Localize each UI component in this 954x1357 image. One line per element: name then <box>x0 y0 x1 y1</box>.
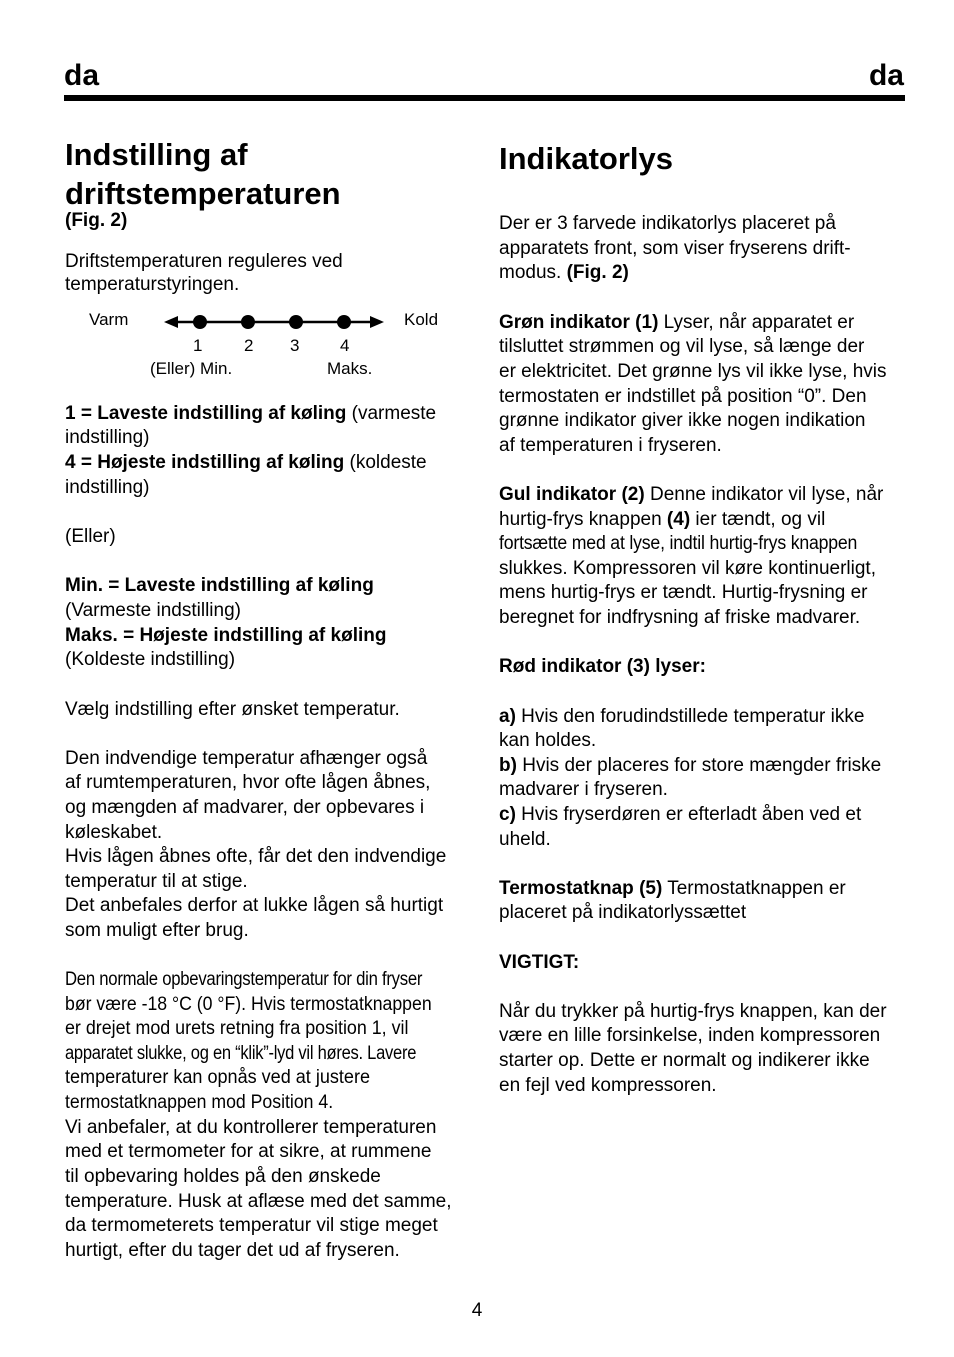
red-case-a-line2: kan holdes. <box>499 730 597 751</box>
indicator-title: Indikatorlys <box>499 141 673 176</box>
paragraph-2-line10: temperature. Husk at aflæse med det samme, <box>65 1191 452 1212</box>
scale-slider-icon <box>164 310 384 334</box>
setting-4-line2: indstilling) <box>65 477 150 498</box>
paragraph-1-line7: Det anbefales derfor at lukke lågen så hurtigt <box>65 895 444 916</box>
important-line4: en fejl ved kompressoren. <box>499 1075 717 1096</box>
paragraph-2-line7: Vi anbefaler, at du kontrollerer temperaturen <box>65 1117 437 1138</box>
green-indicator-line6: af temperaturen i fryseren. <box>499 435 722 456</box>
red-case-b-line2: madvarer i fryseren. <box>499 779 668 800</box>
min-setting: Min. = Laveste indstilling af køling <box>65 575 374 596</box>
temperature-scale <box>84 306 454 386</box>
setting-1-line1: 1 = Laveste indstilling af køling (varmeste <box>65 403 437 424</box>
max-setting-note: (Koldeste indstilling) <box>65 649 236 670</box>
scale-max-label: Maks. <box>327 359 373 378</box>
thermostat-knob-line1: Termostatknap (5) Termostatknappen er <box>499 878 846 899</box>
setting-1-line2: indstilling) <box>65 427 150 448</box>
figure-reference: (Fig. 2) <box>65 210 128 231</box>
paragraph-2-line4: apparatet slukke, og en “klik”-lyd vil høres. Lavere <box>65 1043 417 1064</box>
page-number: 4 <box>471 1300 483 1321</box>
paragraph-1-line5: Hvis lågen åbnes ofte, får det den indvendige <box>65 846 447 867</box>
paragraph-2-line3: er drejet mod urets retning fra position 1, vil <box>65 1018 409 1039</box>
red-indicator-heading: Rød indikator (3) lyser: <box>499 656 706 677</box>
paragraph-2-line9: til opbevaring holdes på den ønskede <box>65 1166 381 1187</box>
paragraph-2-line6: termostatknappen mod Position 4. <box>65 1092 334 1113</box>
paragraph-2-line1: Den normale opbevaringstemperatur for din fryser <box>65 969 423 990</box>
green-indicator-line5: grønne indikator giver ikke nogen indikation <box>499 410 866 431</box>
scale-number-1: 1 <box>193 336 203 355</box>
yellow-indicator-line1: Gul indikator (2) Denne indikator vil lyse, når <box>499 484 884 505</box>
green-indicator-line1: Grøn indikator (1) Lyser, når apparatet er <box>499 312 855 333</box>
scale-min-label: (Eller) Min. <box>150 359 233 378</box>
important-line2: være en lille forsinkelse, inden kompressoren <box>499 1025 881 1046</box>
green-indicator-line2: tilsluttet strømmen og vil lyse, så længe der <box>499 336 865 357</box>
red-case-b-line1: b) Hvis der placeres for store mængder friske <box>499 755 882 776</box>
yellow-indicator-line2: hurtig-frys knappen (4) ier tændt, og vil <box>499 509 826 530</box>
paragraph-2-line8: med et termometer for at sikre, at rummene <box>65 1141 432 1162</box>
yellow-indicator-line5: mens hurtig-frys er tændt. Hurtig-frysning er <box>499 582 868 603</box>
max-setting: Maks. = Højeste indstilling af køling <box>65 625 387 646</box>
section-title-line1: Indstilling af <box>65 137 248 172</box>
header-rule <box>64 95 905 101</box>
paragraph-1-line8: som muligt efter brug. <box>65 920 249 941</box>
language-code-left: da <box>64 59 100 92</box>
paragraph-1-line2: af rumtemperaturen, hvor ofte lågen åbnes, <box>65 772 431 793</box>
paragraph-2-line12: hurtigt, efter du tager det ud af fryseren. <box>65 1240 400 1261</box>
green-indicator-line4: termostaten er indstillet på position “0”. Den <box>499 386 867 407</box>
scale-number-4: 4 <box>340 336 350 355</box>
scale-cold-label: Kold <box>404 310 439 329</box>
paragraph-2-line5: temperaturer kan opnås ved at justere <box>65 1067 371 1088</box>
red-case-c-line1: c) Hvis fryserdøren er efterladt åben ved et <box>499 804 862 825</box>
scale-number-3: 3 <box>290 336 300 355</box>
thermostat-knob-line2: placeret på indikatorlyssættet <box>499 902 747 923</box>
green-indicator-line3: er elektricitet. Det grønne lys vil ikke lyse, hvis <box>499 361 887 382</box>
indicator-intro-line2: apparatets front, som viser fryserens drift- <box>499 238 851 259</box>
intro-line2: temperaturstyringen. <box>65 274 240 295</box>
indicator-intro-line3: modus. (Fig. 2) <box>499 262 629 283</box>
yellow-indicator-line3: fortsætte med at lyse, indtil hurtig-frys knappen <box>499 533 858 554</box>
yellow-indicator-line6: beregnet for indfrysning af friske madvarer. <box>499 607 861 628</box>
paragraph-1-line6: temperatur til at stige. <box>65 871 248 892</box>
important-line1: Når du trykker på hurtig-frys knappen, kan der <box>499 1001 887 1022</box>
red-case-a-line1: a) Hvis den forudindstillede temperatur ikke <box>499 706 865 727</box>
scale-warm-label: Varm <box>89 310 129 329</box>
paragraph-1-line1: Den indvendige temperatur afhænger også <box>65 748 428 769</box>
section-title-line2: driftstemperaturen <box>65 176 341 211</box>
paragraph-1-line4: køleskabet. <box>65 822 163 843</box>
language-code-right: da <box>868 59 904 92</box>
paragraph-2-line2: bør være -18 °C (0 °F). Hvis termostatknappen <box>65 994 432 1015</box>
intro-line1: Driftstemperaturen reguleres ved <box>65 251 343 272</box>
red-case-c-line2: uheld. <box>499 829 551 850</box>
or-text: (Eller) <box>65 526 116 547</box>
important-heading: VIGTIGT: <box>499 952 580 973</box>
scale-number-2: 2 <box>244 336 254 355</box>
yellow-indicator-line4: slukkes. Kompressoren vil køre kontinuerligt, <box>499 558 876 579</box>
paragraph-2-line11: da termometerets temperatur vil stige meget <box>65 1215 438 1236</box>
indicator-intro-line1: Der er 3 farvede indikatorlys placeret på <box>499 213 836 234</box>
min-setting-note: (Varmeste indstilling) <box>65 600 241 621</box>
setting-4-line1: 4 = Højeste indstilling af køling (koldeste <box>65 452 427 473</box>
important-line3: starter op. Dette er normalt og indikerer ikke <box>499 1050 870 1071</box>
choose-setting-text: Vælg indstilling efter ønsket temperatur. <box>65 699 400 720</box>
paragraph-1-line3: og mængden af madvarer, der opbevares i <box>65 797 425 818</box>
